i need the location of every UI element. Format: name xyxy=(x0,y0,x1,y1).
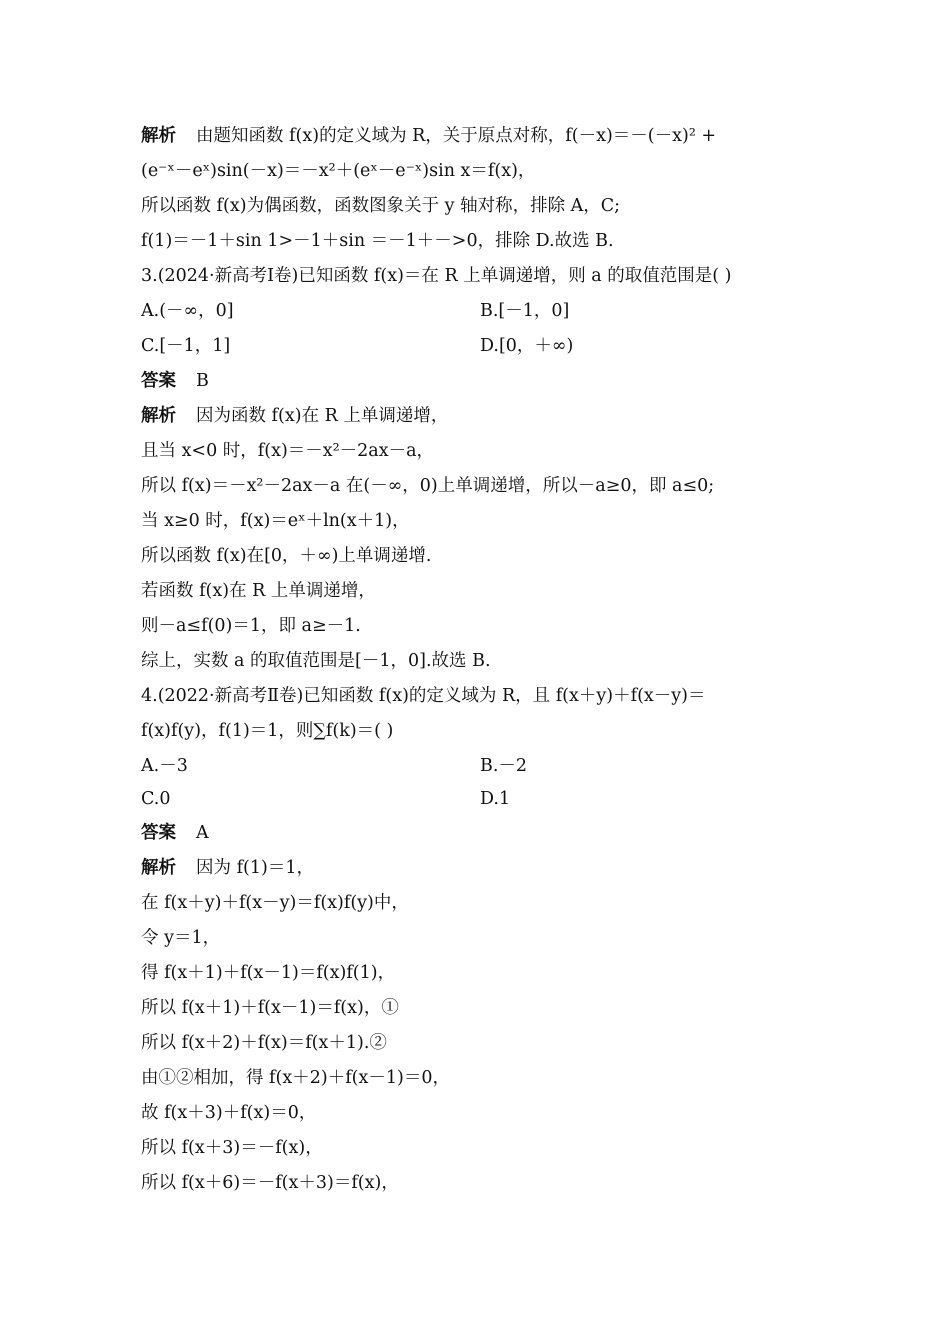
q3-answer-value: B xyxy=(196,371,209,391)
q3-analysis-line-2: 且当 x<0 时，f(x)＝－x²－2ax－a， xyxy=(141,441,435,461)
q4-analysis-line-3: 令 y＝1， xyxy=(141,928,221,948)
analysis-line-1 xyxy=(141,119,821,153)
analysis-line-2: (e⁻ˣ－eˣ)sin(－x)＝－x²＋(eˣ－e⁻ˣ)sin x＝f(x)， xyxy=(141,161,536,181)
q4-analysis-line-1 xyxy=(141,851,821,885)
analysis-label: 解析 xyxy=(141,126,176,146)
q3-analysis-line-5: 所以函数 f(x)在[0，＋∞)上单调递增. xyxy=(141,546,432,566)
q3-option-a: A.(－∞，0] xyxy=(141,301,234,321)
q3-analysis-line-4: 当 x≥0 时，f(x)＝eˣ＋ln(x＋1)， xyxy=(141,511,410,531)
q4-analysis-line-8: 故 f(x＋3)＋f(x)＝0， xyxy=(141,1103,317,1123)
q4-option-c: C.0 xyxy=(141,789,171,809)
q4-option-d: D.1 xyxy=(480,789,511,809)
q4-analysis-text-1: 因为 f(1)＝1， xyxy=(196,858,314,878)
q3-analysis-line-1 xyxy=(141,399,821,433)
analysis-label: 解析 xyxy=(141,858,176,878)
answer-label: 答案 xyxy=(141,823,176,843)
analysis-label: 解析 xyxy=(141,406,176,426)
q4-analysis-line-4: 得 f(x＋1)＋f(x－1)＝f(x)f(1)， xyxy=(141,963,396,983)
analysis-text-1: 由题知函数 f(x)的定义域为 R，关于原点对称，f(－x)＝－(－x)² + xyxy=(196,126,717,146)
q3-analysis-line-6: 若函数 f(x)在 R 上单调递增， xyxy=(141,581,376,601)
answer-label: 答案 xyxy=(141,371,176,391)
q3-option-c: C.[－1，1] xyxy=(141,336,231,356)
q4-option-b: B.－2 xyxy=(480,756,528,776)
q3-analysis-line-8: 综上，实数 a 的取值范围是[－1，0].故选 B. xyxy=(141,651,491,671)
q3-analysis-text-1: 因为函数 f(x)在 R 上单调递增， xyxy=(196,406,449,426)
question-4-stem-2: f(x)f(y)，f(1)＝1，则∑f(k)＝( ) xyxy=(141,721,394,741)
analysis-line-3: 所以函数 f(x)为偶函数，函数图象关于 y 轴对称，排除 A，C; xyxy=(141,196,621,216)
q4-analysis-line-5: 所以 f(x＋1)＋f(x－1)＝f(x)，① xyxy=(141,998,399,1018)
q3-analysis-line-7: 则－a≤f(0)＝1，即 a≥－1. xyxy=(141,616,361,636)
q3-answer-line xyxy=(141,364,821,398)
q4-analysis-line-7: 由①②相加，得 f(x＋2)＋f(x－1)＝0， xyxy=(141,1068,450,1088)
question-4-stem-1: 4.(2022·新高考Ⅱ卷)已知函数 f(x)的定义域为 R，且 f(x＋y)＋f(x－y)＝ xyxy=(141,686,706,706)
q4-analysis-line-9: 所以 f(x＋3)＝－f(x)， xyxy=(141,1138,323,1158)
analysis-line-4: f(1)＝－1＋sin 1>－1＋sin ＝－1＋－>0，排除 D.故选 B. xyxy=(141,231,614,251)
q4-analysis-line-10: 所以 f(x＋6)＝－f(x＋3)＝f(x)， xyxy=(141,1173,399,1193)
q4-analysis-line-2: 在 f(x＋y)＋f(x－y)＝f(x)f(y)中， xyxy=(141,893,409,913)
q3-analysis-line-3: 所以 f(x)＝－x²－2ax－a 在(－∞，0)上单调递增，所以－a≥0，即 a≤0; xyxy=(141,476,715,496)
q3-option-b: B.[－1，0] xyxy=(480,301,570,321)
question-3-stem: 3.(2024·新高考Ⅰ卷)已知函数 f(x)＝在 R 上单调递增，则 a 的取值范围是( ) xyxy=(141,266,732,286)
q3-option-d: D.[0，＋∞) xyxy=(480,336,574,356)
q4-analysis-line-6: 所以 f(x＋2)＋f(x)＝f(x＋1).② xyxy=(141,1033,387,1053)
q4-answer-line xyxy=(141,816,821,850)
q4-answer-value: A xyxy=(196,823,209,843)
q4-option-a: A.－3 xyxy=(141,756,188,776)
